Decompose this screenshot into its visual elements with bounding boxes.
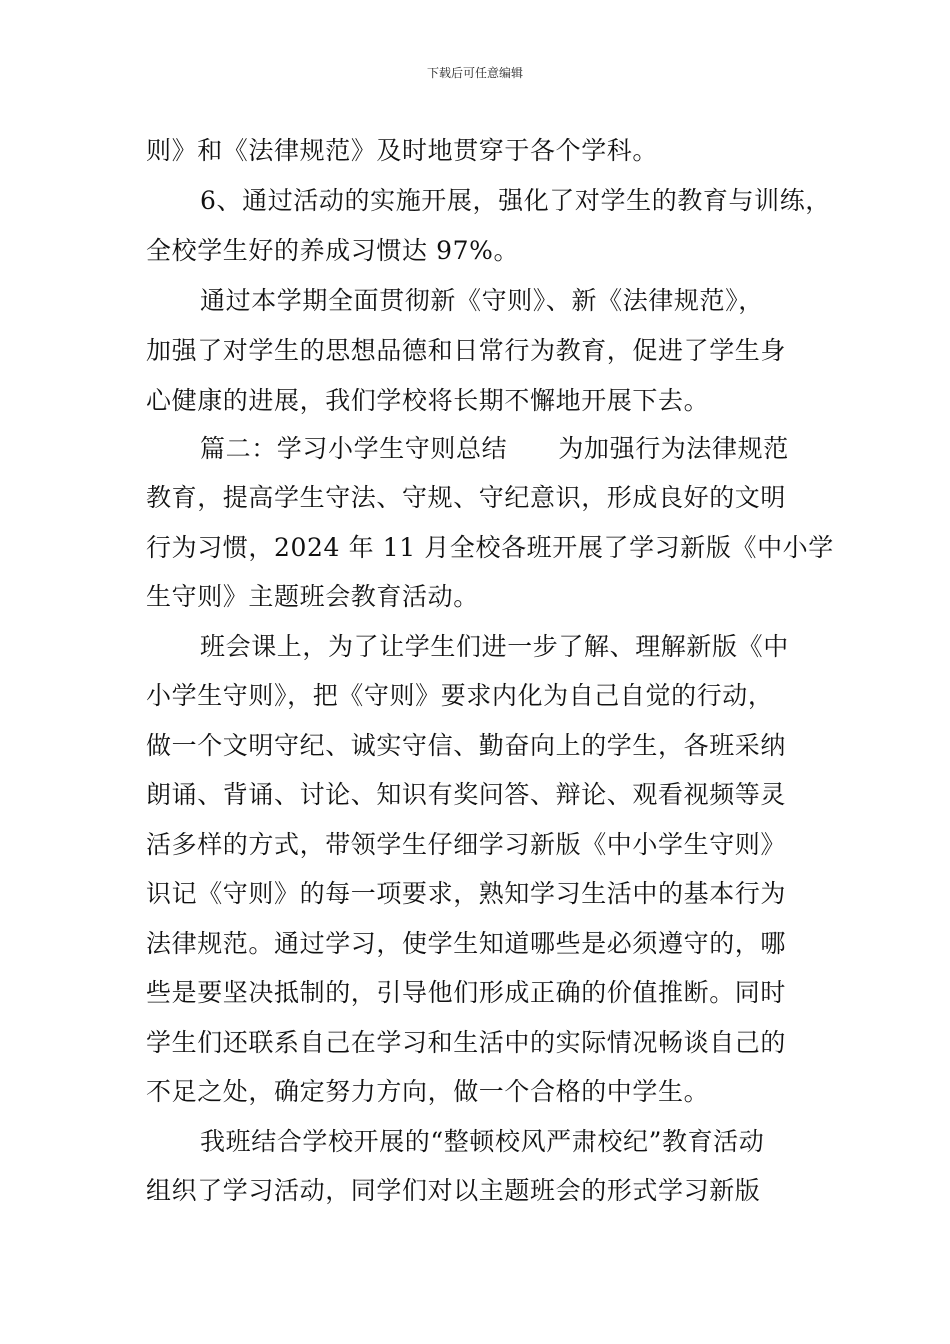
text-line: 不足之处，确定努力方向，做一个合格的中学生。 <box>146 1077 710 1106</box>
text-line: 心健康的进展，我们学校将长期不懈地开展下去。 <box>146 386 710 415</box>
text-line: 朗诵、背诵、讨论、知识有奖问答、辩论、观看视频等灵 <box>146 780 787 809</box>
page-header-note: 下载后可任意编辑 <box>426 66 523 80</box>
text-line: 些是要坚决抵制的，引导他们形成正确的价值推断。同时 <box>146 978 787 1007</box>
text-line: 法律规范。通过学习，使学生知道哪些是必须遵守的，哪 <box>146 929 787 958</box>
text-line: 组织了学习活动，同学们对以主题班会的形式学习新版 <box>146 1176 761 1205</box>
text-line: 识记《守则》的每一项要求，熟知学习生活中的基本行为 <box>146 879 787 908</box>
text-line: 学生们还联系自己在学习和生活中的实际情况畅谈自己的 <box>146 1028 787 1057</box>
text-line: 做一个文明守纪、诚实守信、勤奋向上的学生，各班采纳 <box>146 731 787 760</box>
text-line: 小学生守则》，把《守则》要求内化为自己自觉的行动， <box>146 681 774 710</box>
text-line: 则》和《法律规范》及时地贯穿于各个学科。 <box>146 136 659 165</box>
text-line: 班会课上，为了让学生们进一步了解、理解新版《中 <box>200 632 789 661</box>
text-line: 我班结合学校开展的“整顿校风严肃校纪”教育活动 <box>200 1127 765 1156</box>
text-line: 通过本学期全面贯彻新《守则》、新《法律规范》， <box>200 286 764 315</box>
text-line: 加强了对学生的思想品德和日常行为教育，促进了学生身 <box>146 336 787 365</box>
text-line: 行为习惯，2024 年 11 月全校各班开展了学习新版《中小学 <box>146 533 834 562</box>
text-line: 生守则》主题班会教育活动。 <box>146 582 479 611</box>
text-line: 6、通过活动的实施开展，强化了对学生的教育与训练， <box>200 186 831 215</box>
text-line: 篇二：学习小学生守则总结 为加强行为法律规范 <box>200 434 789 463</box>
text-line: 教育，提高学生守法、守规、守纪意识，形成良好的文明 <box>146 483 787 512</box>
text-line: 全校学生好的养成习惯达 97%。 <box>146 236 520 265</box>
text-line: 活多样的方式，带领学生仔细学习新版《中小学生守则》 <box>146 830 787 859</box>
